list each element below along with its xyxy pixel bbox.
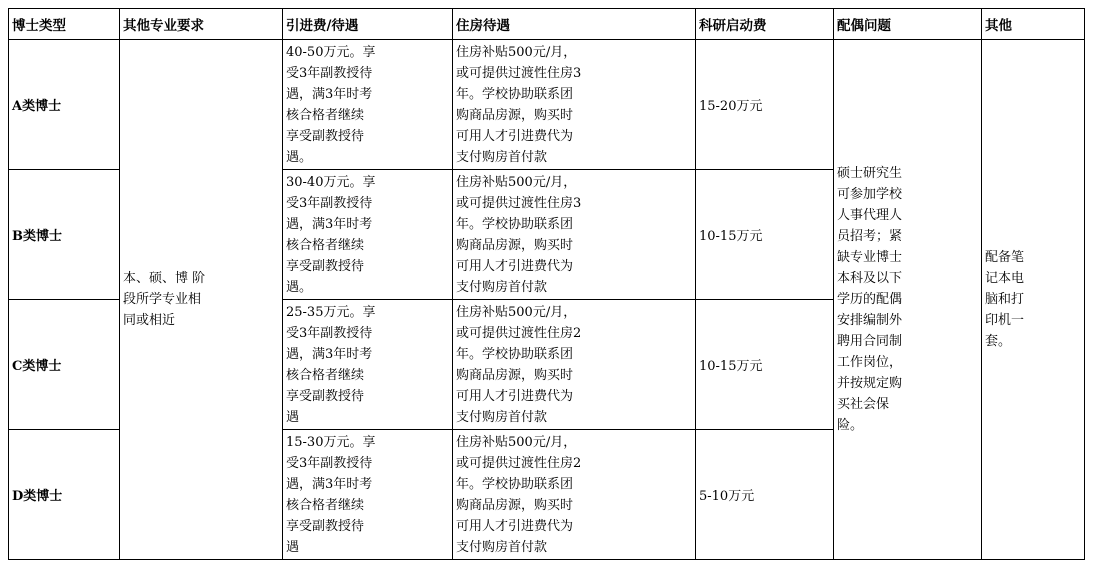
introduction-fee-cell <box>283 40 453 170</box>
header-major-requirement: 其他专业要求 <box>120 9 283 40</box>
other-cell <box>982 40 1085 560</box>
housing-cell <box>453 430 696 560</box>
research-fund-cell <box>696 300 834 430</box>
doctor-type-label: C类博士 <box>12 359 62 374</box>
table-row <box>9 40 1085 170</box>
research-fund-cell <box>696 40 834 170</box>
introduction-fee-text: 15-30万元。享 受3年副教授待 遇，满3年时考 核合格者继续 享受副教授待 遇 <box>286 434 376 555</box>
doctor-type-cell <box>9 40 120 170</box>
introduction-fee-text: 40-50万元。享 受3年副教授待 遇，满3年时考 核合格者继续 享受副教授待 遇。 <box>286 44 376 165</box>
housing-text: 住房补贴500元/月， 或可提供过渡性住房2 年。学校协助联系团 购商品房源，购买时 可用人才引进费代为 支付购房首付款 <box>456 434 582 555</box>
doctor-type-cell <box>9 300 120 430</box>
introduction-fee-text: 25-35万元。享 受3年副教授待 遇，满3年时考 核合格者继续 享受副教授待 遇 <box>286 304 376 425</box>
research-fund-text: 5-10万元 <box>699 489 755 504</box>
doctor-type-cell <box>9 430 120 560</box>
housing-text: 住房补贴500元/月， 或可提供过渡性住房3 年。学校协助联系团 购商品房源，购买时 可用人才引进费代为 支付购房首付款 <box>456 174 582 295</box>
housing-cell <box>453 40 696 170</box>
research-fund-text: 10-15万元 <box>699 229 763 244</box>
spouse-text: 硕士研究生 可参加学校 人事代理人 员招考；紧 缺专业博士 本科及以下 学历的配偶 安排编制外 聘用合同制 工作岗位， 并按规定购 买社会保 险。 <box>837 166 903 433</box>
spouse-cell <box>834 40 982 560</box>
header-row <box>9 9 1085 40</box>
header-introduction-fee: 引进费/待遇 <box>283 9 453 40</box>
major-requirement-text: 本、硕、博 阶 段所学专业相 同或相近 <box>123 271 206 328</box>
research-fund-cell <box>696 430 834 560</box>
housing-text: 住房补贴500元/月， 或可提供过渡性住房3 年。学校协助联系团 购商品房源，购买时 可用人才引进费代为 支付购房首付款 <box>456 44 582 165</box>
major-requirement-cell <box>120 40 283 560</box>
header-spouse: 配偶问题 <box>834 9 982 40</box>
housing-text: 住房补贴500元/月， 或可提供过渡性住房2 年。学校协助联系团 购商品房源，购买时 可用人才引进费代为 支付购房首付款 <box>456 304 582 425</box>
doctor-type-cell <box>9 170 120 300</box>
housing-cell <box>453 300 696 430</box>
header-other: 其他 <box>982 9 1085 40</box>
research-fund-text: 15-20万元 <box>699 99 763 114</box>
header-research-fund: 科研启动费 <box>696 9 834 40</box>
introduction-fee-text: 30-40万元。享 受3年副教授待 遇，满3年时考 核合格者继续 享受副教授待 遇。 <box>286 174 376 295</box>
introduction-fee-cell <box>283 170 453 300</box>
doctor-type-label: D类博士 <box>12 489 63 504</box>
research-fund-text: 10-15万元 <box>699 359 763 374</box>
introduction-fee-cell <box>283 300 453 430</box>
introduction-fee-cell <box>283 430 453 560</box>
header-housing: 住房待遇 <box>453 9 696 40</box>
doctor-type-label: B类博士 <box>12 229 62 244</box>
header-doctor-type: 博士类型 <box>9 9 120 40</box>
housing-cell <box>453 170 696 300</box>
talent-policy-table <box>8 8 1085 560</box>
research-fund-cell <box>696 170 834 300</box>
other-text: 配备笔 记本电 脑和打 印机一 套。 <box>985 250 1025 349</box>
doctor-type-label: A类博士 <box>12 99 62 114</box>
